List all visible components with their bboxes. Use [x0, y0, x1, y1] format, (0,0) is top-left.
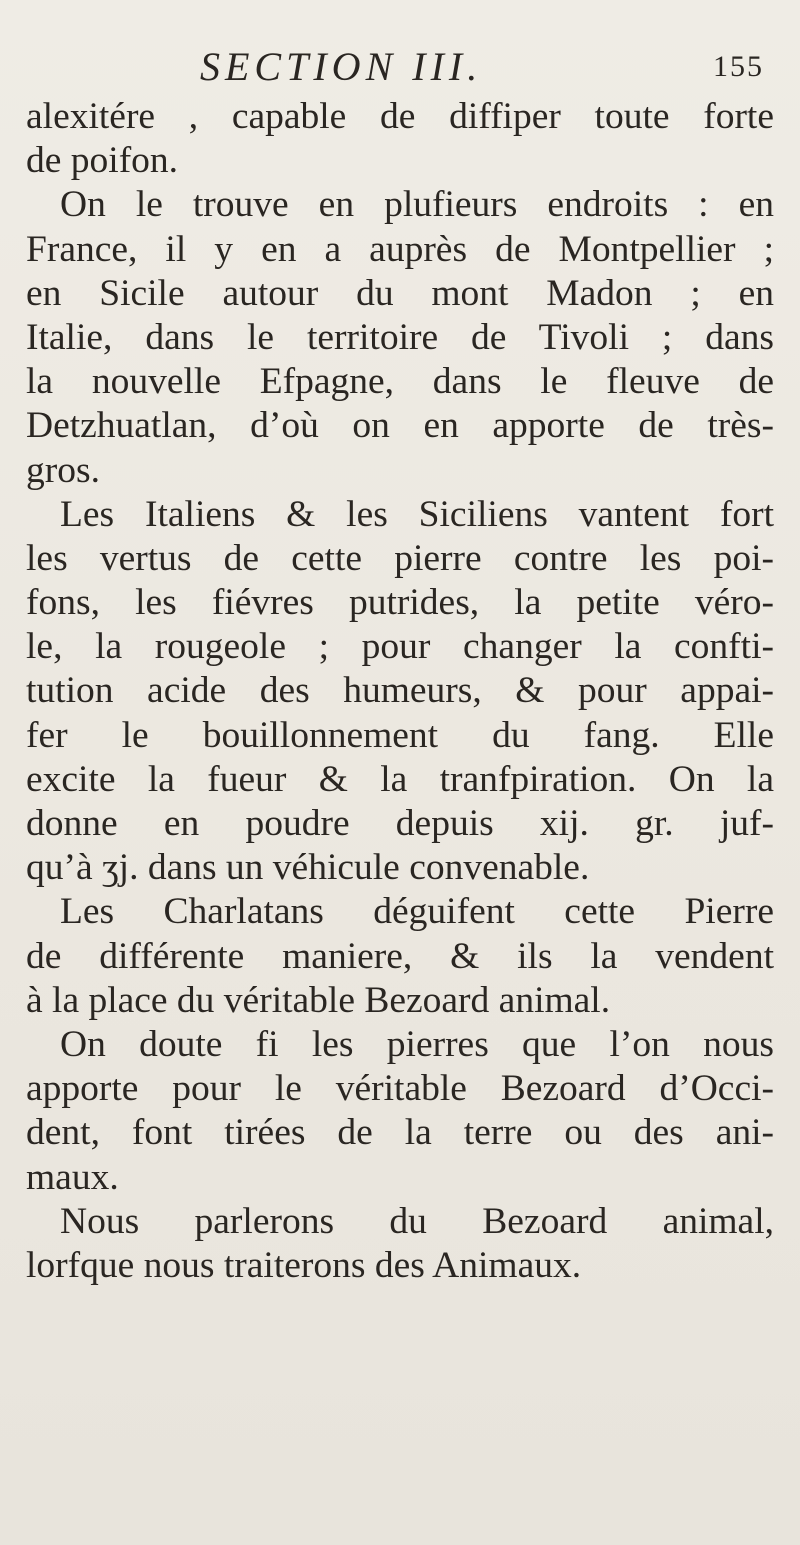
text-line: tution acide des humeurs, & pour appai-: [26, 670, 774, 712]
text-line: dent, font tirées de la terre ou des ani-: [26, 1112, 774, 1154]
text-line: France, il y en a auprès de Montpellier ;: [26, 228, 774, 270]
text-line: les vertus de cette pierre contre les poi-: [26, 537, 774, 579]
text-line: On le trouve en plufieurs endroits : en: [60, 184, 774, 226]
text-line: le, la rougeole ; pour changer la confti-: [26, 626, 774, 668]
text-line: Detzhuatlan, d’où on en apporte de très-: [26, 405, 774, 447]
text-line: fer le bouillonnement du fang. Elle: [26, 714, 774, 756]
text-line: fons, les fiévres putrides, la petite véro-: [26, 582, 774, 624]
text-line: Les Charlatans déguifent cette Pierre: [60, 891, 774, 933]
text-line: gros.: [26, 449, 100, 491]
running-head: SECTION III.: [200, 44, 483, 89]
text-line: apporte pour le véritable Bezoard d’Occi-: [26, 1068, 774, 1110]
page-header: [0, 42, 800, 92]
text-line: excite la fueur & la tranfpiration. On la: [26, 758, 774, 800]
text-line: en Sicile autour du mont Madon ; en: [26, 272, 774, 314]
text-line: maux.: [26, 1156, 119, 1198]
text-line: Italie, dans le territoire de Tivoli ; dans: [26, 316, 774, 358]
text-line: de différente maniere, & ils la vendent: [26, 935, 774, 977]
text-line: alexitére , capable de diffiper toute forte: [26, 96, 774, 137]
text-line: lorfque nous traiterons des Animaux.: [26, 1244, 582, 1286]
text-line: Nous parlerons du Bezoard animal,: [60, 1200, 774, 1242]
text-line: Les Italiens & les Siciliens vantent fort: [60, 493, 774, 535]
text-line: la nouvelle Efpagne, dans le fleuve de: [26, 361, 774, 403]
page-number: 155: [713, 50, 764, 83]
text-line: donne en poudre depuis xij. gr. juf-: [26, 803, 774, 844]
text-line: qu’à ʒj. dans un véhicule convenable.: [26, 847, 590, 889]
text-line: à la place du véritable Bezoard animal.: [26, 979, 611, 1021]
text-line: On doute fi les pierres que l’on nous: [60, 1023, 774, 1065]
text-line: de poifon.: [26, 140, 179, 182]
body-text: [26, 95, 774, 1288]
